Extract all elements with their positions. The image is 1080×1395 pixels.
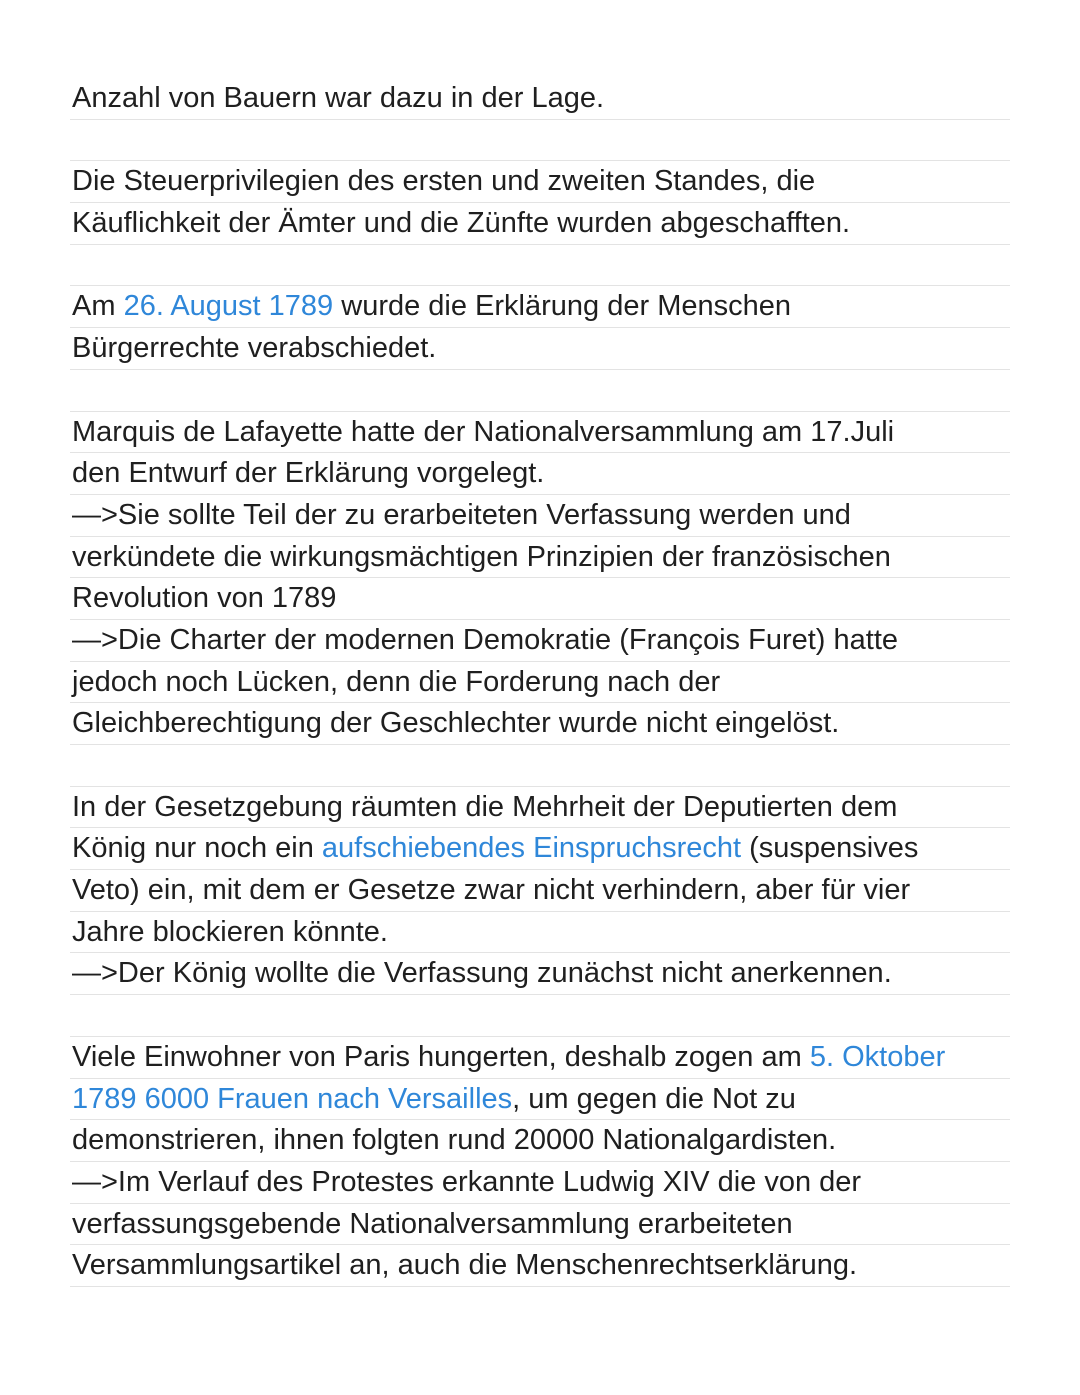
line-text: Bürgerrechte verabschiedet. xyxy=(72,332,437,365)
text-line xyxy=(70,1120,1010,1162)
line-text: Revolution von 1789 xyxy=(72,582,337,615)
line-text: Jahre blockieren könnte. xyxy=(72,915,388,948)
line-text: —>Die Charter der modernen Demokratie (François Furet) hatte xyxy=(72,623,899,656)
text-line xyxy=(70,1037,1010,1079)
line-text: König nur noch ein xyxy=(72,832,322,865)
text-line xyxy=(70,1204,1010,1246)
text-line xyxy=(70,912,1010,954)
text-line xyxy=(70,578,1010,620)
blank-line xyxy=(70,995,1010,1037)
line-text: Veto) ein, mit dem er Gesetze zwar nicht verhindern, aber für vier xyxy=(72,874,911,907)
text-line xyxy=(70,1162,1010,1204)
text-line xyxy=(70,1245,1010,1287)
text-line xyxy=(70,537,1010,579)
text-line xyxy=(70,1079,1010,1121)
blank-line xyxy=(70,245,1010,287)
line-text: —>Im Verlauf des Protestes erkannte Ludwig XIV die von der xyxy=(72,1165,862,1198)
text-line xyxy=(70,662,1010,704)
text-line xyxy=(70,78,1010,120)
highlighted-date: 5. Oktober xyxy=(809,1040,946,1073)
line-text: (suspensives xyxy=(741,832,919,865)
line-text: In der Gesetzgebung räumten die Mehrheit der Deputierten dem xyxy=(72,790,898,823)
text-line xyxy=(70,328,1010,370)
highlighted-date: 26. August 1789 xyxy=(123,290,334,323)
text-line xyxy=(70,703,1010,745)
line-text: den Entwurf der Erklärung vorgelegt. xyxy=(72,457,545,490)
highlighted-term: aufschiebendes Einspruchsrecht xyxy=(321,832,742,865)
notes-page xyxy=(70,78,1010,1287)
text-line xyxy=(70,620,1010,662)
line-text: Anzahl von Bauern war dazu in der Lage. xyxy=(72,82,605,114)
line-text: Marquis de Lafayette hatte der Nationalversammlung am 17.Juli xyxy=(72,415,895,448)
line-text: , um gegen die Not zu xyxy=(512,1082,796,1115)
text-line xyxy=(70,412,1010,454)
line-text: Am xyxy=(72,290,124,323)
line-text: jedoch noch Lücken, denn die Forderung nach der xyxy=(72,665,721,698)
blank-line xyxy=(70,745,1010,787)
text-line xyxy=(70,953,1010,995)
text-line xyxy=(70,870,1010,912)
line-text: Gleichberechtigung der Geschlechter wurde nicht eingelöst. xyxy=(72,707,840,740)
text-line xyxy=(70,453,1010,495)
text-line xyxy=(70,203,1010,245)
line-text: verkündete die wirkungsmächtigen Prinzipien der französischen xyxy=(72,540,891,573)
line-text: demonstrieren, ihnen folgten rund 20000 Nationalgardisten. xyxy=(72,1124,837,1157)
text-line xyxy=(70,787,1010,829)
text-line xyxy=(70,161,1010,203)
line-text: —>Der König wollte die Verfassung zunächst nicht anerkennen. xyxy=(72,957,892,990)
text-line xyxy=(70,828,1010,870)
highlighted-event: 1789 6000 Frauen nach Versailles xyxy=(72,1082,513,1115)
blank-line xyxy=(70,370,1010,412)
text-line xyxy=(70,495,1010,537)
text-line xyxy=(70,286,1010,328)
line-text: wurde die Erklärung der Menschen xyxy=(333,290,792,323)
line-text: Käuflichkeit der Ämter und die Zünfte wurden abgeschafften. xyxy=(72,207,851,240)
line-text: Versammlungsartikel an, auch die Menschenrechtserklärung. xyxy=(72,1249,858,1282)
line-text: —>Sie sollte Teil der zu erarbeiteten Verfassung werden und xyxy=(72,498,851,531)
line-text: Die Steuerprivilegien des ersten und zweiten Standes, die xyxy=(72,165,816,198)
line-text: verfassungsgebende Nationalversammlung erarbeiteten xyxy=(72,1207,793,1240)
blank-line xyxy=(70,120,1010,162)
line-text: Viele Einwohner von Paris hungerten, deshalb zogen am xyxy=(72,1040,810,1073)
